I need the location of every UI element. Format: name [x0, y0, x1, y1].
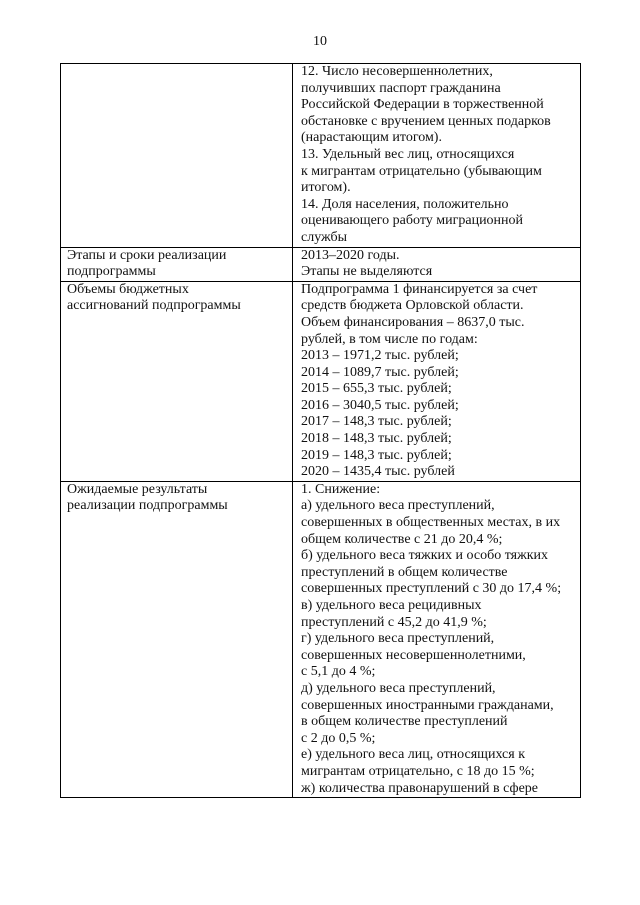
text-line: совершенных несовершеннолетними, — [301, 647, 526, 663]
text-line: преступлений в общем количестве — [301, 564, 508, 580]
text-line: г) удельного веса преступлений, — [301, 631, 495, 647]
row-label-cell — [61, 247, 293, 281]
row-label-cell — [61, 481, 293, 797]
row-value-cell — [293, 64, 581, 248]
text-line: Этапы не выделяются — [301, 264, 433, 280]
table-row — [61, 481, 581, 797]
text-line: 2013 – 1971,2 тыс. рублей; — [301, 348, 459, 364]
row-value-cell — [293, 247, 581, 281]
text-line: е) удельного веса лиц, относящихся к — [301, 747, 525, 763]
text-line: обстановке с вручением ценных подарков — [301, 113, 551, 129]
text-line: 12. Число несовершеннолетних, — [301, 64, 493, 79]
table-row — [61, 247, 581, 281]
text-line: средств бюджета Орловской области. — [301, 298, 524, 314]
passport-table — [60, 63, 581, 798]
stages-value — [301, 248, 577, 281]
text-line: ассигнований подпрограммы — [67, 298, 241, 314]
results-label — [67, 482, 288, 515]
text-line: Объем финансирования – 8637,0 тыс. — [301, 314, 525, 330]
row-value-cell — [293, 481, 581, 797]
text-line: общем количестве с 21 до 20,4 %; — [301, 531, 503, 547]
row-label-cell — [61, 64, 293, 248]
page-number: 10 — [313, 34, 327, 49]
row-label-cell — [61, 281, 293, 481]
text-line: Ожидаемые результаты — [67, 481, 208, 497]
text-line: ж) количества правонарушений в сфере — [301, 780, 539, 796]
text-line: оценивающего работу миграционной — [301, 213, 524, 229]
text-line: совершенных в общественных местах, в их — [301, 515, 561, 531]
indicators-continued-text — [301, 64, 577, 247]
text-line: 2014 – 1089,7 тыс. рублей; — [301, 364, 459, 380]
text-line: получивших паспорт гражданина — [301, 80, 501, 96]
text-line: 2016 – 3040,5 тыс. рублей; — [301, 397, 459, 413]
text-line: службы — [301, 229, 348, 245]
text-line: рублей, в том числе по годам: — [301, 331, 478, 347]
text-line: с 5,1 до 4 %; — [301, 664, 376, 680]
table-row — [61, 281, 581, 481]
text-line: мигрантам отрицательно, с 18 до 15 %; — [301, 763, 535, 779]
text-line: совершенных преступлений с 30 до 17,4 %; — [301, 581, 562, 597]
text-line: с 2 до 0,5 %; — [301, 730, 376, 746]
text-line: 2017 – 148,3 тыс. рублей; — [301, 414, 452, 430]
row-value-cell — [293, 281, 581, 481]
text-line: а) удельного веса преступлений, — [301, 498, 495, 514]
text-line: Объемы бюджетных — [67, 281, 189, 297]
budget-value — [301, 282, 577, 481]
text-line: 13. Удельный вес лиц, относящихся — [301, 146, 515, 162]
text-line: в общем количестве преступлений — [301, 714, 508, 730]
text-line: 14. Доля населения, положительно — [301, 196, 509, 212]
text-line: 2015 – 655,3 тыс. рублей; — [301, 381, 452, 397]
text-line: Российской Федерации в торжественной — [301, 97, 544, 113]
results-value — [301, 482, 577, 797]
text-line: подпрограммы — [67, 264, 156, 280]
stages-label — [67, 248, 288, 281]
text-line: д) удельного веса преступлений, — [301, 680, 496, 696]
text-line: (нарастающим итогом). — [301, 130, 442, 146]
text-line: к мигрантам отрицательно (убывающим — [301, 163, 542, 179]
table-row — [61, 64, 581, 248]
text-line: Подпрограмма 1 финансируется за счет — [301, 281, 538, 297]
text-line: б) удельного веса тяжких и особо тяжких — [301, 548, 549, 564]
text-line: итогом). — [301, 180, 351, 196]
text-line: Этапы и сроки реализации — [67, 247, 227, 263]
text-line: 2020 – 1435,4 тыс. рублей — [301, 464, 455, 480]
text-line: преступлений с 45,2 до 41,9 %; — [301, 614, 487, 630]
budget-label — [67, 282, 288, 315]
text-line: совершенных иностранными гражданами, — [301, 697, 554, 713]
text-line: 1. Снижение: — [301, 481, 381, 497]
text-line: 2019 – 148,3 тыс. рублей; — [301, 447, 452, 463]
text-line: 2013–2020 годы. — [301, 247, 400, 263]
text-line: в) удельного веса рецидивных — [301, 598, 482, 613]
text-line: реализации подпрограммы — [67, 498, 228, 514]
text-line: 2018 – 148,3 тыс. рублей; — [301, 431, 452, 447]
